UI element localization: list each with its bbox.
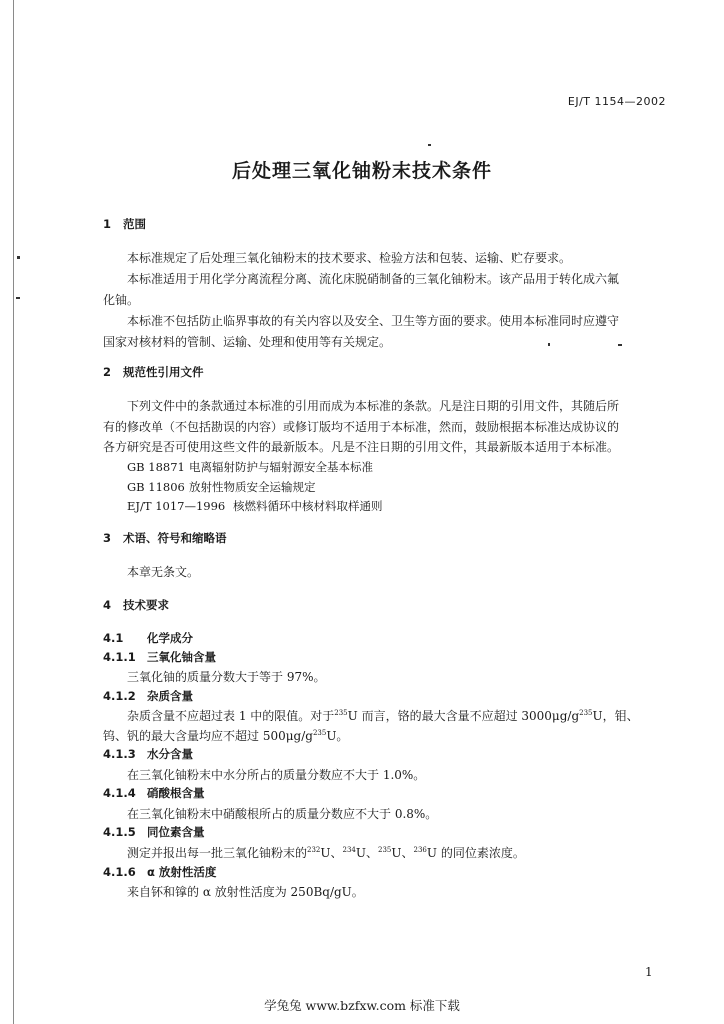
section-heading-3: [103, 530, 227, 546]
paragraph: 在三氧化铀粉末中水分所占的质量分数应不大于 1.0%。: [127, 768, 426, 782]
text-run: U、: [355, 846, 379, 860]
isotope-superscript: 234: [342, 846, 356, 854]
reference-item: [127, 459, 373, 475]
reference-item: [127, 479, 316, 495]
subsection-heading-4-1-4: [103, 785, 205, 801]
paragraph: 三氧化铀的质量分数大于等于 97%。: [127, 670, 326, 684]
section-heading-2: [103, 364, 204, 380]
section-number: 4: [103, 598, 112, 612]
section-number: 4.1.4: [103, 786, 136, 800]
isotope-superscript: 235: [312, 729, 327, 737]
section-number: 4.1.2: [103, 689, 136, 703]
section-number: 4.1.5: [103, 825, 136, 839]
paragraph-continuation: 有的修改单（不包括勘误的内容）或修订版均不适用于本标准，然而，鼓励根据本标准达成协议的: [103, 420, 620, 434]
subsection-heading-4-1-5: [103, 824, 205, 840]
scan-speck: [16, 297, 20, 299]
scan-speck: [548, 343, 550, 346]
section-number: 3: [103, 531, 112, 545]
subsection-heading-4-1: [103, 630, 193, 646]
isotope-superscript: 232: [307, 846, 321, 854]
paragraph: 在三氧化铀粉末中硝酸根所占的质量分数应不大于 0.8%。: [127, 807, 438, 821]
section-title: 同位素含量: [147, 825, 205, 839]
reference-code: GB 18871: [127, 460, 185, 474]
section-number: 1: [103, 217, 112, 231]
paragraph-continuation: 化铀。: [103, 293, 140, 307]
paragraph-continuation: [103, 727, 348, 744]
isotope-superscript: 235: [378, 846, 392, 854]
paragraph-continuation: 国家对核材料的管制、运输、处理和使用等有关规定。: [103, 335, 392, 349]
text-run: U，钼、: [592, 709, 639, 723]
text-run: U、: [391, 846, 414, 860]
paragraph: [127, 707, 639, 724]
page-number: 1: [645, 965, 653, 979]
subsection-heading-4-1-1: [103, 649, 216, 665]
subsection-heading-4-1-6: [103, 864, 216, 880]
paragraph: 本章无条文。: [127, 565, 200, 579]
section-title: 规范性引用文件: [123, 365, 204, 379]
reference-title: 核燃料循环中核材料取样通则: [233, 499, 383, 513]
section-title: 化学成分: [147, 631, 193, 645]
subsection-heading-4-1-3: [103, 746, 193, 762]
isotope-superscript: 235: [334, 709, 348, 717]
text-run: U 的同位素浓度。: [426, 846, 525, 860]
paragraph: 本标准不包括防止临界事故的有关内容以及安全、卫生等方面的要求。使用本标准同时应遵守: [127, 314, 620, 328]
section-title: 水分含量: [147, 747, 193, 761]
text-run: U。: [326, 729, 349, 743]
section-title: 技术要求: [123, 598, 169, 612]
text-run: U、: [320, 846, 343, 860]
reference-code: GB 11806: [127, 480, 185, 494]
section-number: 4.1.1: [103, 650, 136, 664]
watermark-footer: 学兔兔 www.bzfxw.com 标准下载: [264, 998, 460, 1013]
paragraph: 本标准规定了后处理三氧化铀粉末的技术要求、检验方法和包装、运输、贮存要求。: [127, 251, 572, 265]
section-title: 三氧化铀含量: [147, 650, 216, 664]
text-run: 钨、钒的最大含量均应不超过 500μg/g: [103, 729, 313, 743]
section-title: 杂质含量: [147, 689, 193, 703]
paragraph: 来自钚和镎的 α 放射性活度为 250Bq/gU。: [127, 885, 364, 899]
standard-code: EJ/T 1154—2002: [567, 95, 666, 108]
reference-title: 电离辐射防护与辐射源安全基本标准: [189, 460, 373, 474]
subsection-heading-4-1-2: [103, 688, 193, 704]
section-number: 4.1.3: [103, 747, 136, 761]
text-run: U 而言，铬的最大含量不应超过 3000μg/g: [347, 709, 580, 723]
section-title: 术语、符号和缩略语: [123, 531, 227, 545]
section-heading-1: [103, 216, 146, 232]
section-number: 4.1: [103, 631, 124, 645]
isotope-superscript: 235: [579, 709, 593, 717]
isotope-superscript: 236: [413, 846, 427, 854]
reference-code: EJ/T 1017—1996: [127, 499, 226, 513]
text-run: 杂质含量不应超过表 1 中的限值。对于: [127, 709, 335, 723]
section-title: α 放射性活度: [147, 865, 217, 879]
section-title: 范围: [123, 217, 146, 231]
paragraph-continuation: 各方研究是否可使用这些文件的最新版本。凡是不注日期的引用文件，其最新版本适用于本标准。: [103, 440, 620, 454]
text-run: 测定并报出每一批三氧化铀粉末的: [127, 846, 308, 860]
scan-speck: [17, 256, 20, 259]
section-heading-4: [103, 597, 169, 613]
paragraph: 本标准适用于用化学分离流程分离、流化床脱硝制备的三氧化铀粉末。该产品用于转化成六氟: [127, 272, 620, 286]
scan-speck: [428, 144, 431, 146]
scan-speck: [618, 344, 622, 346]
reference-title: 放射性物质安全运输规定: [189, 480, 316, 494]
paragraph: [127, 844, 525, 861]
document-title: 后处理三氧化铀粉末技术条件: [231, 160, 492, 182]
section-number: 4.1.6: [103, 865, 136, 879]
section-number: 2: [103, 365, 112, 379]
section-title: 硝酸根含量: [147, 786, 205, 800]
scan-edge-line: [13, 0, 14, 1024]
reference-item: [127, 498, 383, 514]
paragraph: 下列文件中的条款通过本标准的引用而成为本标准的条款。凡是注日期的引用文件，其随后所: [127, 399, 620, 413]
